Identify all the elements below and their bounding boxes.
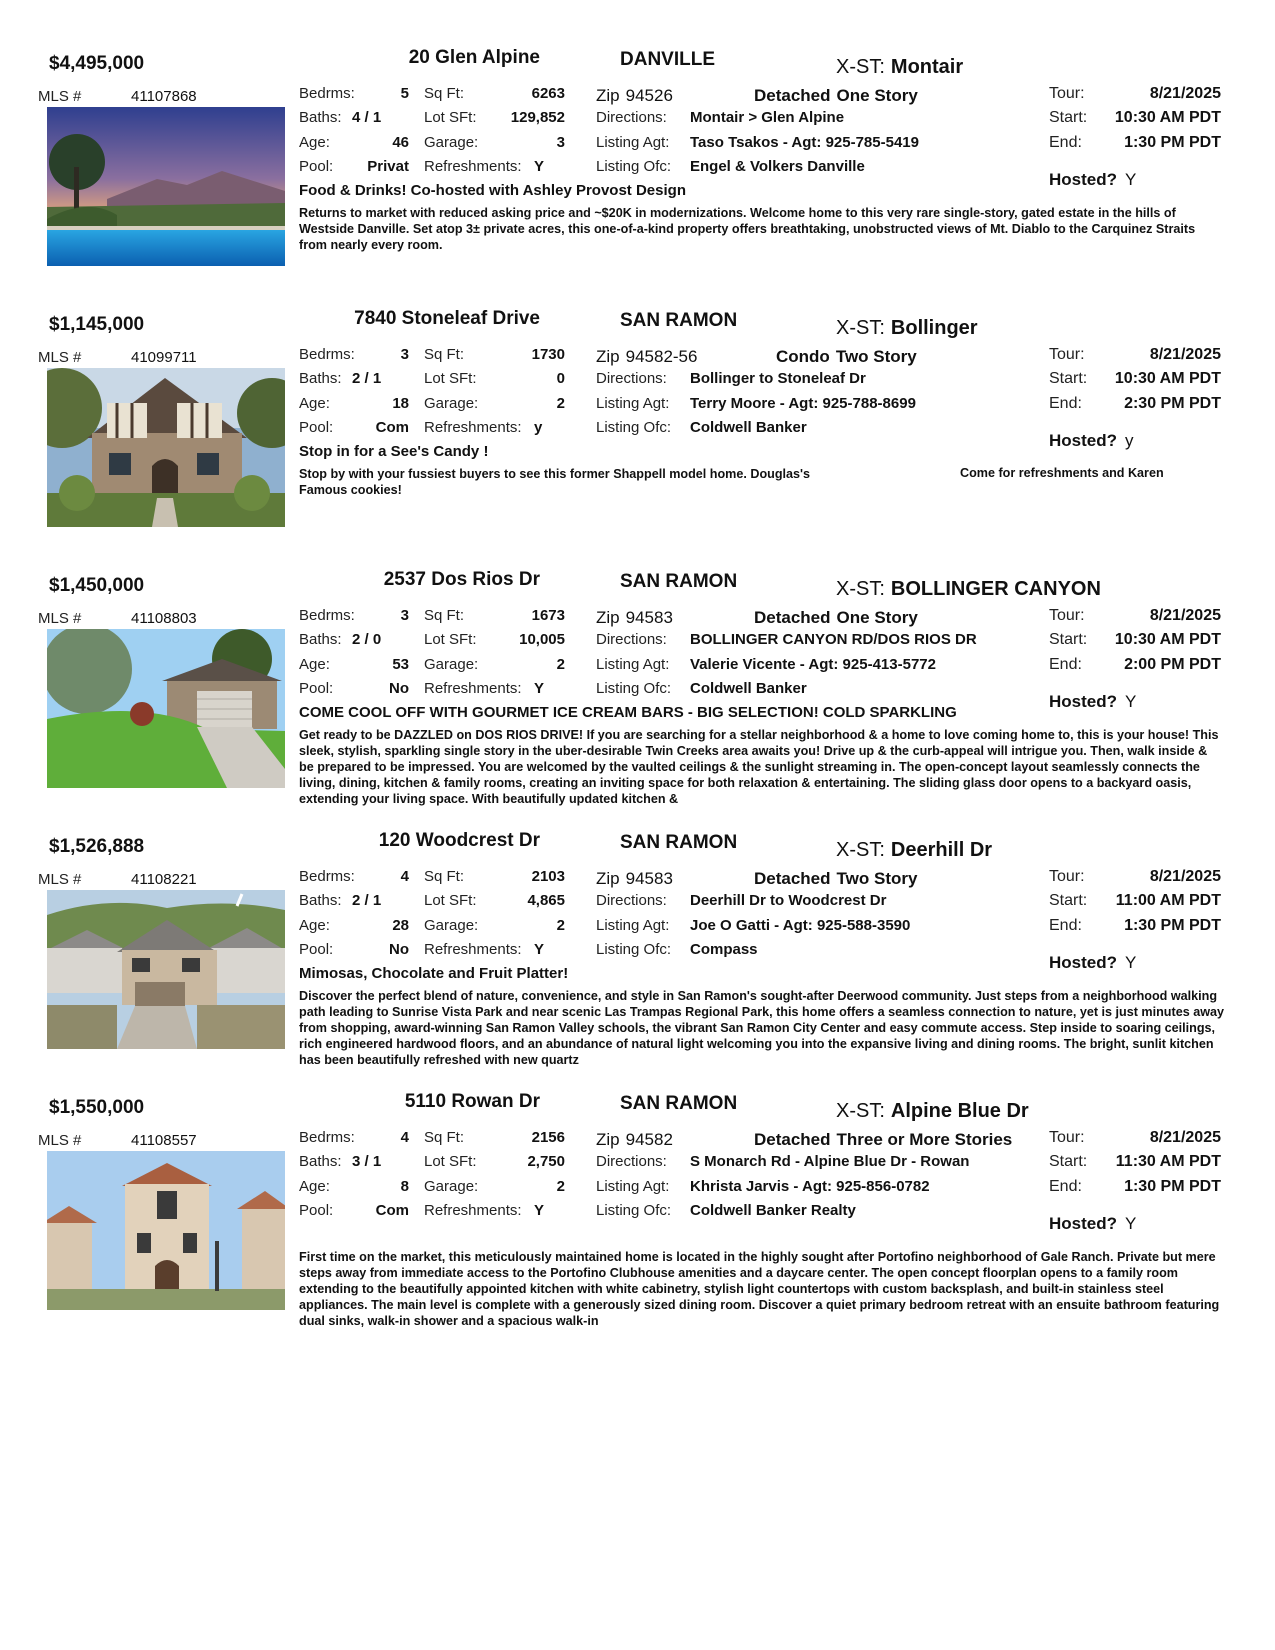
tour-label: Tour: xyxy=(1049,607,1085,624)
lot-value: 10,005 xyxy=(519,631,565,648)
baths-value: 2 / 1 xyxy=(352,370,382,387)
xst-label: X-ST: xyxy=(836,1100,885,1122)
mls-number: 41099711 xyxy=(131,349,197,366)
sqft-label: Sq Ft: xyxy=(424,607,465,624)
address: 120 Woodcrest Dr xyxy=(378,830,540,851)
zip-label: Zip xyxy=(596,869,620,888)
bedrooms-value: 3 xyxy=(400,607,409,624)
story-value: Two Story xyxy=(836,869,918,888)
agent-value: Valerie Vicente - Agt: 925-413-5772 xyxy=(690,656,936,673)
hosted-value: Y xyxy=(1125,170,1137,189)
mls-label: MLS # xyxy=(38,871,82,888)
start-value: 11:30 AM PDT xyxy=(1115,1153,1221,1170)
office-label: Listing Ofc: xyxy=(596,1202,672,1219)
tour-label: Tour: xyxy=(1049,346,1085,363)
hosted-label: Hosted? xyxy=(1049,431,1117,450)
baths-label: Baths: xyxy=(299,1153,342,1170)
refreshments-value: y xyxy=(534,419,543,436)
story-value: Three or More Stories xyxy=(836,1130,1013,1149)
directions-label: Directions: xyxy=(596,1153,667,1170)
description: Returns to market with reduced asking price and ~$20K in modernizations. Welcome home to this very rare single-story, gated estate in the hills of Westside Danville. Set atop 3± private acres, this one-of-a-kind property offers breathtaking, unobstructed views of Mt. Diablo to the Carquinez Straits from nearly every room. xyxy=(299,206,1196,252)
agent-value: Joe O Gatti - Agt: 925-588-3590 xyxy=(690,917,911,934)
end-value: 1:30 PM PDT xyxy=(1124,1178,1221,1195)
cross-street xyxy=(836,1100,1029,1123)
pool-label: Pool: xyxy=(299,1202,334,1219)
sqft-value: 1673 xyxy=(531,607,565,624)
lot-label: Lot SFt: xyxy=(424,1153,477,1170)
type-value: Detached xyxy=(754,86,831,105)
xst-value: BOLLINGER CANYON xyxy=(890,578,1101,600)
office-label: Listing Ofc: xyxy=(596,941,672,958)
tagline: Mimosas, Chocolate and Fruit Platter! xyxy=(299,965,569,982)
lot-label: Lot SFt: xyxy=(424,892,477,909)
story-value: Two Story xyxy=(835,347,917,366)
garage-label: Garage: xyxy=(424,656,479,673)
property-photo xyxy=(47,890,285,1049)
office-value: Coldwell Banker xyxy=(690,419,807,436)
listing-card xyxy=(0,823,1275,1083)
pool-label: Pool: xyxy=(299,941,334,958)
hosted xyxy=(1049,431,1134,451)
sqft-label: Sq Ft: xyxy=(424,346,465,363)
pool-value: No xyxy=(389,680,409,697)
bedrooms-value: 4 xyxy=(400,1129,409,1146)
office-label: Listing Ofc: xyxy=(596,158,672,175)
city: SAN RAMON xyxy=(620,832,738,853)
tagline: COME COOL OFF WITH GOURMET ICE CREAM BARS - BIG SELECTION! COLD SPARKLING xyxy=(299,704,957,721)
address: 5110 Rowan Dr xyxy=(404,1091,540,1112)
type-value: Detached xyxy=(754,869,831,888)
baths-value: 3 / 1 xyxy=(352,1153,382,1170)
cross-street xyxy=(836,839,992,862)
end-value: 2:30 PM PDT xyxy=(1124,395,1221,412)
start-value: 10:30 AM PDT xyxy=(1114,631,1221,648)
price: $1,450,000 xyxy=(49,575,145,596)
city: SAN RAMON xyxy=(620,1093,738,1114)
address: 20 Glen Alpine xyxy=(408,47,540,68)
baths-label: Baths: xyxy=(299,631,342,648)
lot-label: Lot SFt: xyxy=(424,109,477,126)
cross-street xyxy=(836,56,963,79)
tour-value: 8/21/2025 xyxy=(1149,1129,1221,1146)
tour-value: 8/21/2025 xyxy=(1149,346,1221,363)
zip-label: Zip xyxy=(596,1130,620,1149)
hosted-value: Y xyxy=(1125,692,1137,711)
garage-label: Garage: xyxy=(424,917,479,934)
agent-value: Taso Tsakos - Agt: 925-785-5419 xyxy=(690,134,919,151)
mls-label: MLS # xyxy=(38,88,82,105)
bedrooms-label: Bedrms: xyxy=(299,1129,355,1146)
mls-number: 41108803 xyxy=(131,610,197,627)
tour-label: Tour: xyxy=(1049,85,1085,102)
end-label: End: xyxy=(1049,395,1082,412)
age-value: 53 xyxy=(392,656,409,673)
garage-label: Garage: xyxy=(424,395,479,412)
zip-value: 94582 xyxy=(625,1130,673,1149)
sqft-label: Sq Ft: xyxy=(424,85,465,102)
directions-label: Directions: xyxy=(596,892,667,909)
sqft-value: 1730 xyxy=(531,346,565,363)
age-value: 46 xyxy=(392,134,409,151)
directions-value: Bollinger to Stoneleaf Dr xyxy=(690,370,866,387)
property-type xyxy=(754,869,917,889)
story-value: One Story xyxy=(836,608,918,627)
end-label: End: xyxy=(1049,1178,1082,1195)
zip-label: Zip xyxy=(596,347,620,366)
type-value: Detached xyxy=(754,608,831,627)
sqft-value: 2103 xyxy=(531,868,565,885)
tour-label: Tour: xyxy=(1049,1129,1085,1146)
sqft-value: 6263 xyxy=(531,85,565,102)
sqft-label: Sq Ft: xyxy=(424,1129,465,1146)
pool-label: Pool: xyxy=(299,680,334,697)
pool-label: Pool: xyxy=(299,419,334,436)
property-photo xyxy=(47,368,285,527)
sqft-value: 2156 xyxy=(531,1129,565,1146)
office-label: Listing Ofc: xyxy=(596,680,672,697)
directions-label: Directions: xyxy=(596,631,667,648)
end-label: End: xyxy=(1049,656,1082,673)
baths-label: Baths: xyxy=(299,892,342,909)
baths-value: 4 / 1 xyxy=(352,109,382,126)
listing-card xyxy=(0,40,1275,300)
garage-value: 2 xyxy=(556,917,565,934)
office-value: Engel & Volkers Danville xyxy=(690,158,865,175)
hosted-label: Hosted? xyxy=(1049,170,1117,189)
baths-value: 2 / 0 xyxy=(352,631,382,648)
start-label: Start: xyxy=(1049,1153,1088,1170)
mls-label: MLS # xyxy=(38,1132,82,1149)
lot-value: 4,865 xyxy=(527,892,565,909)
refreshments-label: Refreshments: xyxy=(424,419,522,436)
mls-label: MLS # xyxy=(38,349,82,366)
xst-value: Deerhill Dr xyxy=(890,839,993,861)
garage-label: Garage: xyxy=(424,134,479,151)
age-value: 18 xyxy=(392,395,409,412)
baths-label: Baths: xyxy=(299,109,342,126)
agent-value: Terry Moore - Agt: 925-788-8699 xyxy=(690,395,916,412)
agent-label: Listing Agt: xyxy=(596,1178,670,1195)
start-label: Start: xyxy=(1049,631,1088,648)
type-value: Condo xyxy=(776,347,830,366)
refreshments-label: Refreshments: xyxy=(424,1202,522,1219)
zip-label: Zip xyxy=(596,608,620,627)
bedrooms-label: Bedrms: xyxy=(299,868,355,885)
lot-value: 2,750 xyxy=(527,1153,565,1170)
lot-value: 129,852 xyxy=(510,109,565,126)
type-value: Detached xyxy=(754,1130,831,1149)
hosted-value: Y xyxy=(1125,1214,1137,1233)
xst-label: X-ST: xyxy=(836,578,885,600)
start-value: 10:30 AM PDT xyxy=(1114,370,1221,387)
age-value: 28 xyxy=(392,917,409,934)
garage-value: 3 xyxy=(556,134,565,151)
property-type xyxy=(754,86,918,106)
zip xyxy=(596,347,697,367)
garage-value: 2 xyxy=(556,1178,565,1195)
zip xyxy=(596,869,673,889)
cross-street xyxy=(836,317,978,340)
hosted-label: Hosted? xyxy=(1049,692,1117,711)
tour-value: 8/21/2025 xyxy=(1149,607,1221,624)
xst-value: Montair xyxy=(890,56,964,78)
sqft-label: Sq Ft: xyxy=(424,868,465,885)
start-value: 10:30 AM PDT xyxy=(1114,109,1221,126)
price: $1,526,888 xyxy=(49,836,145,857)
bedrooms-label: Bedrms: xyxy=(299,346,355,363)
hosted xyxy=(1049,953,1136,973)
age-label: Age: xyxy=(299,1178,330,1195)
directions-value: BOLLINGER CANYON RD/DOS RIOS DR xyxy=(690,631,977,648)
hosted-value: y xyxy=(1125,431,1134,450)
price: $4,495,000 xyxy=(49,53,145,74)
description: Discover the perfect blend of nature, convenience, and style in San Ramon's sought-after Deerwood community. Just steps from a neighborhood walking path leading to Sunrise Vista Park and near scenic Las Trampas Regional Park, this home offers a seamless connection to nature, yet is just minutes away from shopping, award-winning San Ramon Valley schools, the vibrant San Ramon City Center and easy commute access. Step inside to soaring ceilings, rich engineered hardwood floors, and an abundance of natural light welcoming you into the expansive living and dining rooms. The bright, sunlit kitchen has been beautifully refreshed with new quartz xyxy=(299,989,1224,1067)
city: SAN RAMON xyxy=(620,310,738,331)
tagline: Food & Drinks! Co-hosted with Ashley Provost Design xyxy=(299,182,686,199)
start-label: Start: xyxy=(1049,370,1088,387)
tour-label: Tour: xyxy=(1049,868,1085,885)
property-type xyxy=(776,347,917,367)
agent-label: Listing Agt: xyxy=(596,395,670,412)
description-note: Come for refreshments and Karen xyxy=(960,466,1164,480)
zip xyxy=(596,86,673,106)
refreshments-label: Refreshments: xyxy=(424,680,522,697)
address: 2537 Dos Rios Dr xyxy=(383,569,540,590)
xst-label: X-ST: xyxy=(836,839,885,861)
baths-label: Baths: xyxy=(299,370,342,387)
garage-label: Garage: xyxy=(424,1178,479,1195)
zip-value: 94583 xyxy=(625,608,673,627)
directions-value: Deerhill Dr to Woodcrest Dr xyxy=(690,892,887,909)
refreshments-value: Y xyxy=(534,680,545,697)
garage-value: 2 xyxy=(556,656,565,673)
end-value: 2:00 PM PDT xyxy=(1124,656,1221,673)
pool-value: Privat xyxy=(367,158,409,175)
property-photo xyxy=(47,1151,285,1310)
refreshments-value: Y xyxy=(534,158,545,175)
directions-label: Directions: xyxy=(596,109,667,126)
garage-value: 2 xyxy=(556,395,565,412)
start-value: 11:00 AM PDT xyxy=(1115,892,1221,909)
story-value: One Story xyxy=(836,86,918,105)
description: Stop by with your fussiest buyers to see this former Shappell model home. Douglas's Famous cookies! xyxy=(299,467,811,497)
agent-label: Listing Agt: xyxy=(596,917,670,934)
property-photo xyxy=(47,629,285,788)
tour-value: 8/21/2025 xyxy=(1149,85,1221,102)
property-type xyxy=(754,608,918,628)
zip xyxy=(596,608,673,628)
city: DANVILLE xyxy=(620,49,715,70)
mls-number: 41108557 xyxy=(131,1132,197,1149)
age-label: Age: xyxy=(299,917,330,934)
start-label: Start: xyxy=(1049,892,1088,909)
refreshments-label: Refreshments: xyxy=(424,941,522,958)
age-label: Age: xyxy=(299,656,330,673)
refreshments-label: Refreshments: xyxy=(424,158,522,175)
city: SAN RAMON xyxy=(620,571,738,592)
refreshments-value: Y xyxy=(534,941,545,958)
property-photo xyxy=(47,107,285,266)
age-value: 8 xyxy=(400,1178,409,1195)
xst-value: Alpine Blue Dr xyxy=(890,1100,1029,1122)
mls-number: 41108221 xyxy=(131,871,197,888)
property-type xyxy=(754,1130,1012,1150)
directions-label: Directions: xyxy=(596,370,667,387)
pool-value: Com xyxy=(375,1202,409,1219)
lot-label: Lot SFt: xyxy=(424,370,477,387)
baths-value: 2 / 1 xyxy=(352,892,382,909)
listing-card xyxy=(0,1084,1275,1344)
end-value: 1:30 PM PDT xyxy=(1124,134,1221,151)
end-label: End: xyxy=(1049,917,1082,934)
bedrooms-label: Bedrms: xyxy=(299,85,355,102)
lot-value: 0 xyxy=(556,370,565,387)
zip-value: 94526 xyxy=(625,86,673,105)
cross-street xyxy=(836,578,1101,601)
end-label: End: xyxy=(1049,134,1082,151)
age-label: Age: xyxy=(299,395,330,412)
bedrooms-label: Bedrms: xyxy=(299,607,355,624)
bedrooms-value: 5 xyxy=(400,85,409,102)
listing-card xyxy=(0,301,1275,561)
xst-label: X-ST: xyxy=(836,317,885,339)
hosted-label: Hosted? xyxy=(1049,953,1117,972)
zip xyxy=(596,1130,673,1150)
refreshments-value: Y xyxy=(534,1202,545,1219)
tagline: Stop in for a See's Candy ! xyxy=(299,443,489,460)
agent-label: Listing Agt: xyxy=(596,656,670,673)
directions-value: S Monarch Rd - Alpine Blue Dr - Rowan xyxy=(690,1153,970,1170)
office-value: Coldwell Banker Realty xyxy=(690,1202,856,1219)
hosted-value: Y xyxy=(1125,953,1137,972)
office-label: Listing Ofc: xyxy=(596,419,672,436)
description: Get ready to be DAZZLED on DOS RIOS DRIVE! If you are searching for a stellar neighborhood & a home to love coming home to, this is your house! This sleek, stylish, sparkling single story in the uber-desirable Twin Creeks area awaits you! Drive up & the curb-appeal will intrigue you. Then, walk inside & be prepared to be impressed. You are welcomed by the vaulted ceilings & the sunlight streaming in. The open-concept layout seamlessly connects the living, dining, kitchen & family rooms, creating an inviting space for both relaxation & entertaining. The sliding glass door opens to a backyard oasis, extending your living space. With beautifully updated kitchen & xyxy=(299,728,1219,806)
pool-value: Com xyxy=(375,419,409,436)
bedrooms-value: 3 xyxy=(400,346,409,363)
price: $1,145,000 xyxy=(49,314,145,335)
agent-value: Khrista Jarvis - Agt: 925-856-0782 xyxy=(690,1178,930,1195)
listing-card xyxy=(0,562,1275,822)
mls-label: MLS # xyxy=(38,610,82,627)
zip-value: 94582-56 xyxy=(625,347,698,366)
hosted xyxy=(1049,692,1136,712)
hosted-label: Hosted? xyxy=(1049,1214,1117,1233)
directions-value: Montair > Glen Alpine xyxy=(690,109,845,126)
lot-label: Lot SFt: xyxy=(424,631,477,648)
end-value: 1:30 PM PDT xyxy=(1124,917,1221,934)
zip-value: 94583 xyxy=(625,869,673,888)
hosted xyxy=(1049,1214,1136,1234)
tour-value: 8/21/2025 xyxy=(1149,868,1221,885)
pool-label: Pool: xyxy=(299,158,334,175)
hosted xyxy=(1049,170,1136,190)
zip-label: Zip xyxy=(596,86,620,105)
address: 7840 Stoneleaf Drive xyxy=(354,308,540,329)
description: First time on the market, this meticulously maintained home is located in the highly sought after Portofino neighborhood of Gale Ranch. Private but mere steps away from immediate access to the Portofino Clubhouse amenities and a daycare center. The open concept floorplan opens to a family room extending to the beautifully appointed kitchen with white cabinetry, stylish light countertops with custom backsplash, and built-in stainless steel appliances. The main level is complete with a generously sized dining room. Discover a quiet primary bedroom retreat with an ensuite bathroom featuring dual sinks, walk-in shower and a spacious walk-in xyxy=(299,1250,1220,1328)
price: $1,550,000 xyxy=(49,1097,145,1118)
xst-value: Bollinger xyxy=(890,317,978,339)
mls-number: 41107868 xyxy=(131,88,197,105)
start-label: Start: xyxy=(1049,109,1088,126)
bedrooms-value: 4 xyxy=(400,868,409,885)
office-value: Compass xyxy=(690,941,758,958)
pool-value: No xyxy=(389,941,409,958)
xst-label: X-ST: xyxy=(836,56,885,78)
office-value: Coldwell Banker xyxy=(690,680,807,697)
age-label: Age: xyxy=(299,134,330,151)
agent-label: Listing Agt: xyxy=(596,134,670,151)
